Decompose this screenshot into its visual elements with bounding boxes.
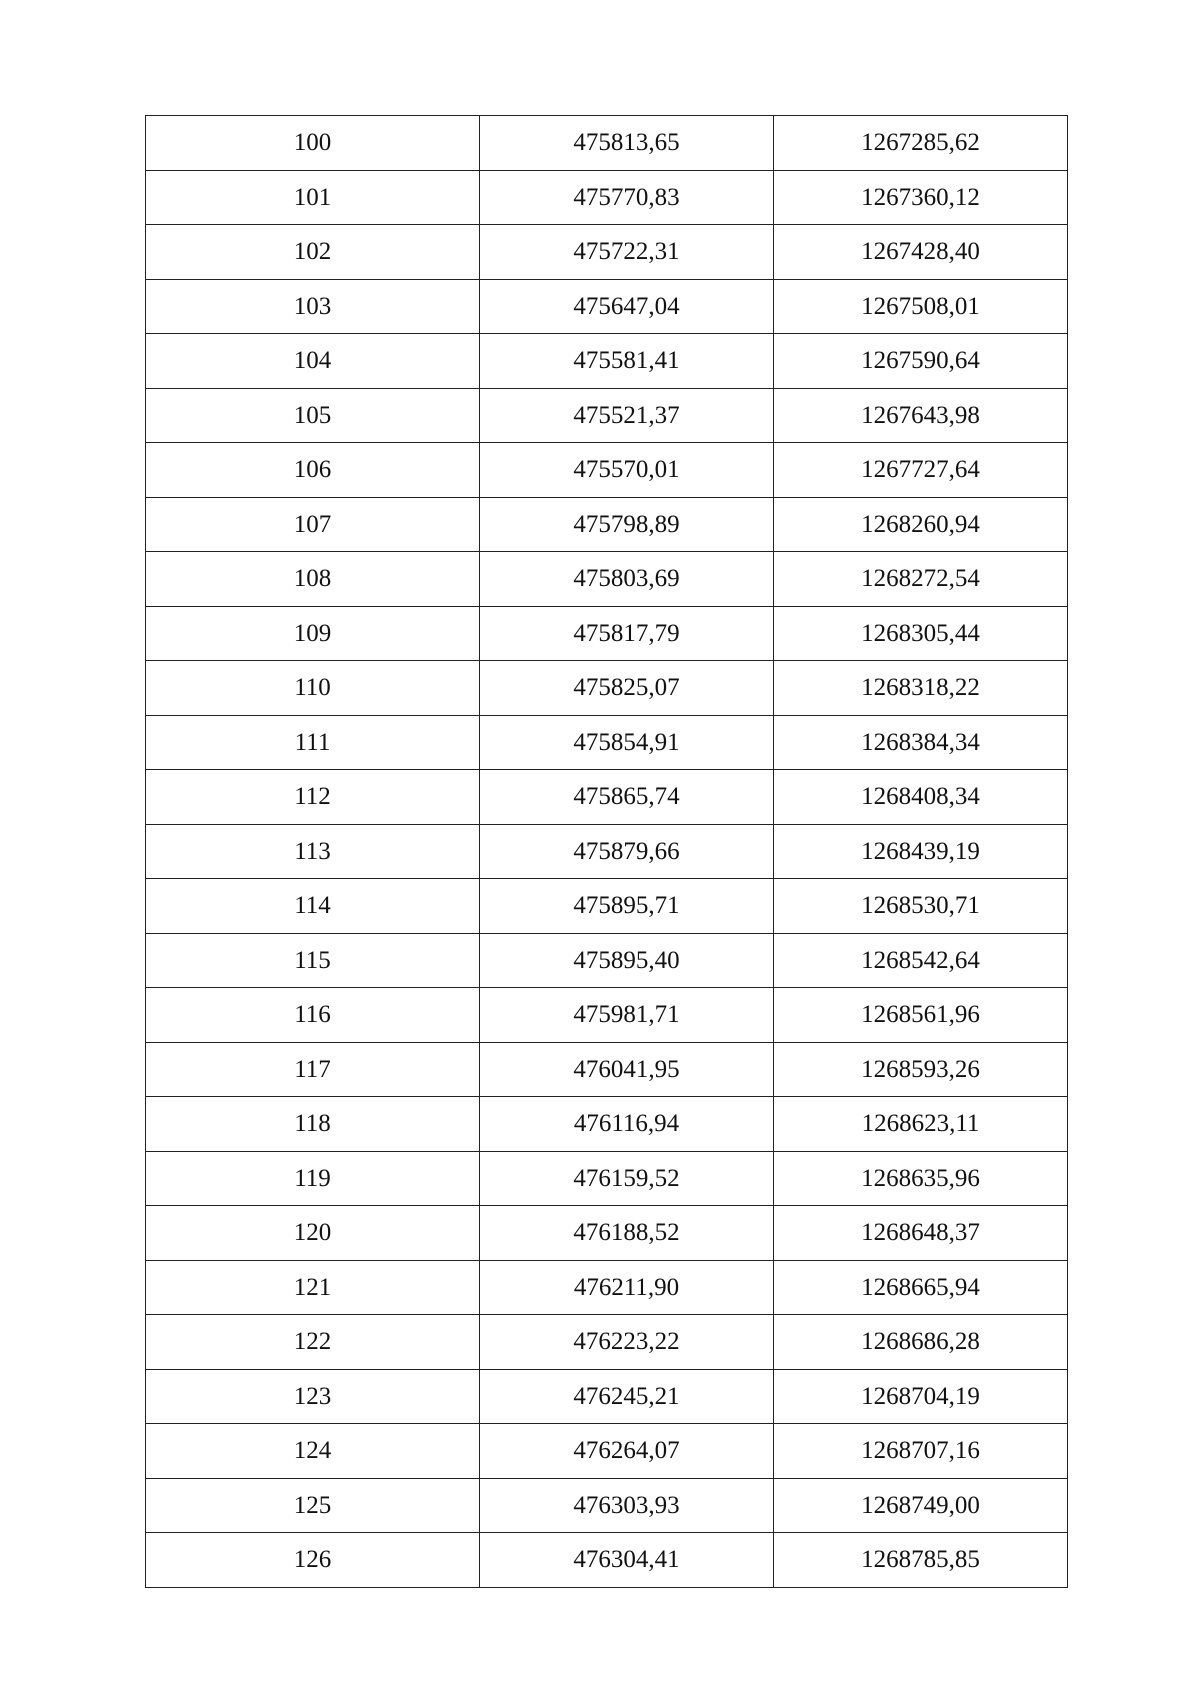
y-coordinate-cell: 1267643,98 bbox=[774, 388, 1068, 443]
y-coordinate-cell: 1268635,96 bbox=[774, 1151, 1068, 1206]
x-coordinate-cell: 475521,37 bbox=[480, 388, 774, 443]
point-number-cell: 114 bbox=[146, 879, 480, 934]
table-row bbox=[146, 552, 1068, 607]
table-row bbox=[146, 225, 1068, 280]
y-coordinate-cell: 1268593,26 bbox=[774, 1042, 1068, 1097]
point-number-cell: 123 bbox=[146, 1369, 480, 1424]
y-coordinate-cell: 1268439,19 bbox=[774, 824, 1068, 879]
x-coordinate-cell: 475770,83 bbox=[480, 170, 774, 225]
x-coordinate-cell: 475647,04 bbox=[480, 279, 774, 334]
x-coordinate-cell: 475803,69 bbox=[480, 552, 774, 607]
coordinates-table bbox=[145, 115, 1068, 1588]
table-row bbox=[146, 770, 1068, 825]
y-coordinate-cell: 1268707,16 bbox=[774, 1424, 1068, 1479]
point-number-cell: 108 bbox=[146, 552, 480, 607]
x-coordinate-cell: 476223,22 bbox=[480, 1315, 774, 1370]
table-row bbox=[146, 497, 1068, 552]
x-coordinate-cell: 476304,41 bbox=[480, 1533, 774, 1588]
table-row bbox=[146, 170, 1068, 225]
x-coordinate-cell: 476245,21 bbox=[480, 1369, 774, 1424]
y-coordinate-cell: 1268648,37 bbox=[774, 1206, 1068, 1261]
y-coordinate-cell: 1268561,96 bbox=[774, 988, 1068, 1043]
x-coordinate-cell: 476159,52 bbox=[480, 1151, 774, 1206]
y-coordinate-cell: 1268665,94 bbox=[774, 1260, 1068, 1315]
point-number-cell: 113 bbox=[146, 824, 480, 879]
point-number-cell: 106 bbox=[146, 443, 480, 498]
point-number-cell: 125 bbox=[146, 1478, 480, 1533]
y-coordinate-cell: 1268384,34 bbox=[774, 715, 1068, 770]
table-row bbox=[146, 1424, 1068, 1479]
point-number-cell: 118 bbox=[146, 1097, 480, 1152]
table-row bbox=[146, 824, 1068, 879]
point-number-cell: 100 bbox=[146, 116, 480, 171]
x-coordinate-cell: 476211,90 bbox=[480, 1260, 774, 1315]
y-coordinate-cell: 1268785,85 bbox=[774, 1533, 1068, 1588]
y-coordinate-cell: 1268686,28 bbox=[774, 1315, 1068, 1370]
table-row bbox=[146, 715, 1068, 770]
point-number-cell: 103 bbox=[146, 279, 480, 334]
x-coordinate-cell: 475722,31 bbox=[480, 225, 774, 280]
point-number-cell: 124 bbox=[146, 1424, 480, 1479]
point-number-cell: 109 bbox=[146, 606, 480, 661]
x-coordinate-cell: 476188,52 bbox=[480, 1206, 774, 1261]
y-coordinate-cell: 1268704,19 bbox=[774, 1369, 1068, 1424]
point-number-cell: 101 bbox=[146, 170, 480, 225]
table-row bbox=[146, 1206, 1068, 1261]
point-number-cell: 104 bbox=[146, 334, 480, 389]
table-row bbox=[146, 606, 1068, 661]
point-number-cell: 111 bbox=[146, 715, 480, 770]
table-row bbox=[146, 334, 1068, 389]
coordinates-table-body bbox=[146, 116, 1068, 1588]
point-number-cell: 112 bbox=[146, 770, 480, 825]
y-coordinate-cell: 1267285,62 bbox=[774, 116, 1068, 171]
point-number-cell: 102 bbox=[146, 225, 480, 280]
y-coordinate-cell: 1267360,12 bbox=[774, 170, 1068, 225]
table-row bbox=[146, 933, 1068, 988]
table-row bbox=[146, 988, 1068, 1043]
point-number-cell: 105 bbox=[146, 388, 480, 443]
y-coordinate-cell: 1268530,71 bbox=[774, 879, 1068, 934]
point-number-cell: 116 bbox=[146, 988, 480, 1043]
y-coordinate-cell: 1267508,01 bbox=[774, 279, 1068, 334]
x-coordinate-cell: 475895,71 bbox=[480, 879, 774, 934]
x-coordinate-cell: 475825,07 bbox=[480, 661, 774, 716]
x-coordinate-cell: 476041,95 bbox=[480, 1042, 774, 1097]
x-coordinate-cell: 476303,93 bbox=[480, 1478, 774, 1533]
point-number-cell: 107 bbox=[146, 497, 480, 552]
table-row bbox=[146, 279, 1068, 334]
table-row bbox=[146, 116, 1068, 171]
y-coordinate-cell: 1267727,64 bbox=[774, 443, 1068, 498]
table-row bbox=[146, 1533, 1068, 1588]
table-row bbox=[146, 1369, 1068, 1424]
x-coordinate-cell: 475581,41 bbox=[480, 334, 774, 389]
y-coordinate-cell: 1268318,22 bbox=[774, 661, 1068, 716]
table-row bbox=[146, 1097, 1068, 1152]
table-row bbox=[146, 1151, 1068, 1206]
table-row bbox=[146, 1260, 1068, 1315]
y-coordinate-cell: 1268749,00 bbox=[774, 1478, 1068, 1533]
table-row bbox=[146, 879, 1068, 934]
point-number-cell: 115 bbox=[146, 933, 480, 988]
y-coordinate-cell: 1267428,40 bbox=[774, 225, 1068, 280]
y-coordinate-cell: 1268305,44 bbox=[774, 606, 1068, 661]
table-row bbox=[146, 661, 1068, 716]
x-coordinate-cell: 475865,74 bbox=[480, 770, 774, 825]
table-row bbox=[146, 443, 1068, 498]
x-coordinate-cell: 475895,40 bbox=[480, 933, 774, 988]
y-coordinate-cell: 1268260,94 bbox=[774, 497, 1068, 552]
point-number-cell: 110 bbox=[146, 661, 480, 716]
x-coordinate-cell: 475570,01 bbox=[480, 443, 774, 498]
table-row bbox=[146, 388, 1068, 443]
table-row bbox=[146, 1478, 1068, 1533]
table-row bbox=[146, 1315, 1068, 1370]
x-coordinate-cell: 475879,66 bbox=[480, 824, 774, 879]
point-number-cell: 126 bbox=[146, 1533, 480, 1588]
point-number-cell: 120 bbox=[146, 1206, 480, 1261]
y-coordinate-cell: 1268272,54 bbox=[774, 552, 1068, 607]
point-number-cell: 119 bbox=[146, 1151, 480, 1206]
point-number-cell: 117 bbox=[146, 1042, 480, 1097]
x-coordinate-cell: 476116,94 bbox=[480, 1097, 774, 1152]
point-number-cell: 122 bbox=[146, 1315, 480, 1370]
point-number-cell: 121 bbox=[146, 1260, 480, 1315]
y-coordinate-cell: 1268542,64 bbox=[774, 933, 1068, 988]
x-coordinate-cell: 475854,91 bbox=[480, 715, 774, 770]
x-coordinate-cell: 475981,71 bbox=[480, 988, 774, 1043]
y-coordinate-cell: 1267590,64 bbox=[774, 334, 1068, 389]
x-coordinate-cell: 475817,79 bbox=[480, 606, 774, 661]
y-coordinate-cell: 1268408,34 bbox=[774, 770, 1068, 825]
x-coordinate-cell: 475798,89 bbox=[480, 497, 774, 552]
y-coordinate-cell: 1268623,11 bbox=[774, 1097, 1068, 1152]
x-coordinate-cell: 476264,07 bbox=[480, 1424, 774, 1479]
table-row bbox=[146, 1042, 1068, 1097]
x-coordinate-cell: 475813,65 bbox=[480, 116, 774, 171]
